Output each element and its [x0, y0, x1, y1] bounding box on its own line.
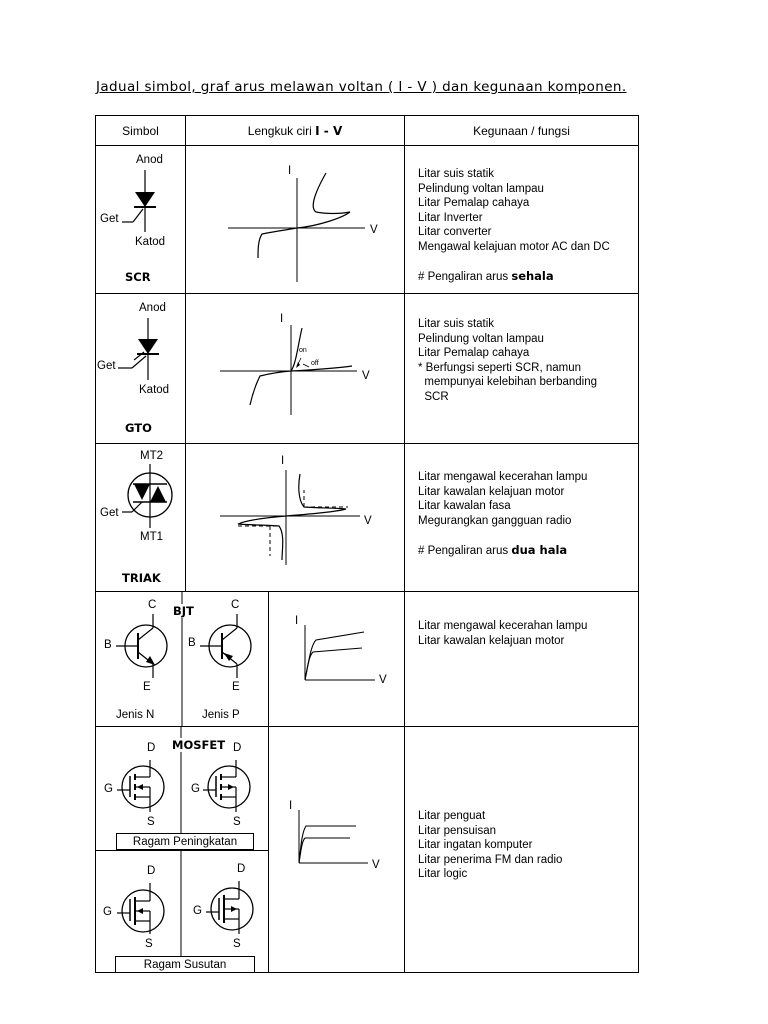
list-item: SCR: [418, 390, 449, 403]
gto-on-label: on: [299, 347, 307, 354]
scr-axis-v: V: [370, 224, 378, 236]
triak-mt2-label: MT2: [140, 450, 163, 462]
mosfet-enhancement-label: Ragam Peningkatan: [116, 833, 254, 850]
bjt-axis-v: V: [379, 674, 387, 686]
gto-gate-label: Get: [97, 360, 116, 372]
list-item: Litar suis statik: [418, 168, 495, 180]
bjt-n-b-label: B: [104, 639, 112, 651]
mosfet-d1-d-label: D: [147, 865, 156, 877]
bjt-type-n-label: Jenis N: [116, 709, 155, 721]
list-item: Litar Pemalap cahaya: [418, 197, 530, 210]
scr-gate-label: Get: [100, 213, 119, 225]
bjt-p-e-label: E: [232, 681, 240, 693]
gto-anode-label: Anod: [139, 302, 166, 314]
header-simbol: Simbol: [95, 115, 186, 146]
gto-cathode-label: Katod: [139, 384, 170, 396]
mosfet-axis-i: I: [289, 800, 293, 812]
list-item: Litar suis statik: [418, 318, 495, 330]
list-item: Pelindung voltan lampau: [418, 182, 544, 195]
mosfet-d2-s-label: S: [233, 938, 241, 950]
scr-note: # Pengaliran arus sehala: [418, 269, 554, 284]
list-item: Litar ingatan komputer: [418, 839, 533, 852]
triak-axis-i: I: [281, 455, 285, 467]
gto-axis-v: V: [362, 370, 370, 382]
list-item: * Berfungsi seperti SCR, namun: [418, 361, 581, 374]
header-lengkuk: Lengkuk ciri I - V: [185, 115, 405, 146]
bjt-n-e-label: E: [143, 681, 151, 693]
bjt-p-c-label: C: [231, 599, 240, 611]
gto-name: GTO: [125, 421, 152, 435]
list-item: Megurangkan gangguan radio: [418, 514, 572, 527]
mosfet-e2-g-label: G: [191, 783, 200, 795]
bjt-type-p-label: Jenis P: [202, 709, 240, 721]
mosfet-d2-d-label: D: [237, 863, 246, 875]
scr-name: SCR: [125, 270, 151, 284]
list-item: Litar penerima FM dan radio: [418, 853, 563, 866]
bjt-p-b-label: B: [188, 637, 196, 649]
mosfet-e1-g-label: G: [104, 783, 113, 795]
triak-name: TRIAK: [122, 571, 161, 585]
bjt-name: BJT: [173, 604, 194, 618]
list-item: Litar kawalan kelajuan motor: [418, 485, 565, 498]
scr-anode-label: Anod: [136, 154, 163, 166]
scr-axis-i: I: [288, 165, 292, 177]
mosfet-axis-v: V: [372, 859, 380, 871]
mosfet-e1-d-label: D: [147, 742, 156, 754]
header-kegunaan: Kegunaan / fungsi: [404, 115, 639, 146]
list-item: Litar mengawal kecerahan lampu: [418, 471, 588, 483]
list-item: Litar pensuisan: [418, 824, 496, 837]
bjt-n-c-label: C: [148, 599, 157, 611]
list-item: Litar kawalan fasa: [418, 500, 511, 513]
mosfet-uses-list: [418, 809, 562, 882]
mosfet-d1-g-label: G: [103, 906, 112, 918]
list-item: Mengawal kelajuan motor AC dan DC: [418, 240, 610, 253]
triak-note: # Pengaliran arus dua hala: [418, 542, 568, 557]
triak-mt1-label: MT1: [140, 531, 163, 543]
scr-cathode-label: Katod: [135, 236, 166, 248]
list-item: Litar mengawal kecerahan lampu: [418, 620, 588, 632]
triak-axis-v: V: [364, 515, 372, 527]
gto-off-label: off: [311, 360, 319, 367]
mosfet-e2-s-label: S: [233, 816, 241, 828]
mosfet-depletion-label: Ragam Susutan: [115, 956, 255, 973]
list-item: Litar Pemalap cahaya: [418, 347, 530, 360]
list-item: Litar penguat: [418, 810, 486, 822]
gto-axis-i: I: [280, 313, 284, 325]
list-item: Litar converter: [418, 226, 492, 239]
page-title: Jadual simbol, graf arus melawan voltan ( I - V ) dan kegunaan komponen.: [96, 79, 627, 95]
triak-gate-label: Get: [100, 507, 119, 519]
mosfet-d2-g-label: G: [193, 905, 202, 917]
list-item: Litar Inverter: [418, 211, 483, 224]
mosfet-name: MOSFET: [172, 738, 226, 752]
list-item: mempunyai kelebihan berbanding: [418, 376, 598, 389]
list-item: Pelindung voltan lampau: [418, 332, 544, 345]
list-item: Litar logic: [418, 868, 468, 881]
mosfet-e1-s-label: S: [147, 816, 155, 828]
list-item: Litar kawalan kelajuan motor: [418, 634, 565, 647]
mosfet-d1-s-label: S: [145, 938, 153, 950]
bjt-axis-i: I: [295, 615, 299, 627]
mosfet-e2-d-label: D: [233, 742, 242, 754]
